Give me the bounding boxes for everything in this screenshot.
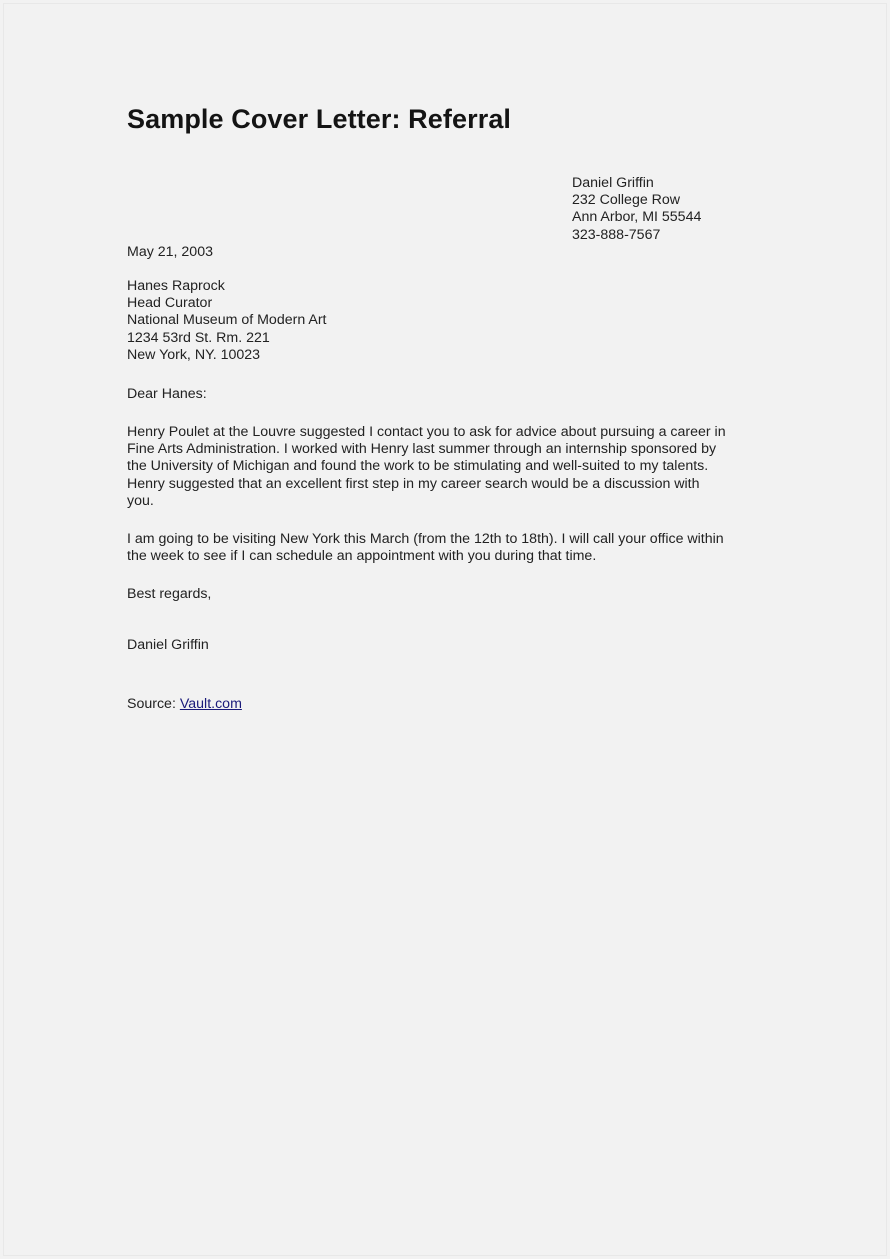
- salutation: Dear Hanes:: [127, 386, 207, 402]
- document-title: Sample Cover Letter: Referral: [127, 104, 512, 134]
- paragraph-line: I am going to be visiting New York this March (from the 12th to 18th). I will call your office within: [127, 531, 724, 547]
- paragraph-line: you.: [127, 492, 154, 509]
- sender-city-state-zip: Ann Arbor, MI 55544: [572, 209, 702, 226]
- recipient-name: Hanes Raprock: [127, 278, 225, 294]
- sender-name: Daniel Griffin: [572, 175, 654, 191]
- closing: Best regards,: [127, 586, 212, 602]
- paragraph-line: the week to see if I can schedule an appointment with you during that time.: [127, 548, 597, 565]
- body-paragraph-1: [127, 424, 767, 510]
- sender-address-block: [572, 175, 701, 244]
- recipient-organization: National Museum of Modern Art: [127, 312, 327, 329]
- paragraph-line: Fine Arts Administration. I worked with Henry last summer through an internship sponsored by: [127, 441, 717, 458]
- page-border: [3, 3, 887, 1256]
- recipient-city-state-zip: New York, NY. 10023: [127, 346, 261, 363]
- letter-date: May 21, 2003: [127, 244, 213, 260]
- paragraph-line: Henry suggested that an excellent first step in my career search would be a discussion with: [127, 475, 700, 492]
- recipient-street: 1234 53rd St. Rm. 221: [127, 329, 270, 346]
- sender-street: 232 College Row: [572, 192, 681, 209]
- source-link[interactable]: Vault.com: [179, 696, 242, 712]
- body-paragraph-2: [127, 531, 767, 565]
- recipient-address-block: [127, 278, 327, 364]
- signature-name: Daniel Griffin: [127, 637, 209, 653]
- source-line: [127, 696, 242, 713]
- paragraph-line: the University of Michigan and found the work to be stimulating and well-suited to my talents.: [127, 458, 709, 475]
- recipient-title: Head Curator: [127, 295, 213, 312]
- source-label: Source:: [127, 696, 176, 712]
- sender-phone: 323-888-7567: [572, 226, 661, 243]
- paragraph-line: Henry Poulet at the Louvre suggested I contact you to ask for advice about pursuing a career in: [127, 424, 726, 440]
